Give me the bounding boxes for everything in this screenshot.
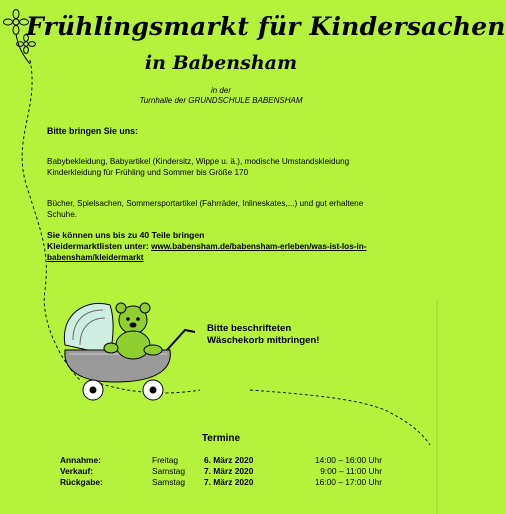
kleidermarkt-link[interactable]: www.babensham.de/babensham-erleben/was-ist-los-in-babensham/kleidermarkt (47, 241, 367, 263)
table-row (60, 466, 382, 477)
items-paragraph-2: Bücher, Spielsachen, Sommersportartikel (Fahrräder, Inlineskates,...) und gut erhaltene Schuhe. (47, 199, 364, 219)
schedule-date: 7. März 2020 (204, 466, 254, 477)
stroller-teddy-illustration (55, 290, 205, 405)
schedule-date: 7. März 2020 (204, 477, 254, 488)
schedule-date: 6. März 2020 (204, 455, 254, 465)
basket-line-2: Wäschekorb mitbringen! (207, 335, 320, 347)
schedule-table (60, 455, 382, 489)
basket-note (207, 323, 319, 348)
schedule-label: Annahme: (60, 455, 101, 465)
table-row (60, 455, 382, 466)
items-line-2: Kinderkleidung für Frühling und Sommer bis Größe 170 (47, 167, 249, 177)
page-title: Frühlingsmarkt für Kindersachen (26, 12, 506, 41)
schedule-day: Samstag (152, 466, 186, 477)
items-line-1: Babybekleidung, Babyartikel (Kindersitz, Wippe u. ä.), modische Umstandskleidung (47, 157, 350, 166)
table-row (60, 477, 382, 488)
items-heading: Bitte bringen Sie uns: (47, 126, 138, 136)
page-subtitle: in Babensham (144, 52, 298, 74)
schedule-day: Samstag (152, 477, 186, 488)
lists-paragraph (47, 230, 397, 264)
schedule-time: 9:00 – 11:00 Uhr (320, 466, 382, 477)
schedule-label: Rückgabe: (60, 477, 103, 488)
limit-line: Sie können uns bis zu 40 Teile bringen (47, 230, 205, 240)
items-paragraph-1 (47, 157, 367, 179)
venue-text: Turnhalle der GRUNDSCHULE BABENSHAM (139, 96, 303, 105)
venue-intro: in der (210, 86, 231, 95)
basket-line-1: Bitte beschrifteten (207, 323, 292, 334)
schedule-time: 16:00 – 17:00 Uhr (314, 477, 382, 488)
schedule-title: Termine (201, 433, 241, 444)
schedule-day: Freitag (152, 455, 179, 465)
lists-prefix: Kleidermarktlisten unter: (47, 240, 149, 251)
schedule-label: Verkauf: (60, 466, 94, 477)
schedule-time: 14:00 – 16:00 Uhr (314, 455, 382, 465)
